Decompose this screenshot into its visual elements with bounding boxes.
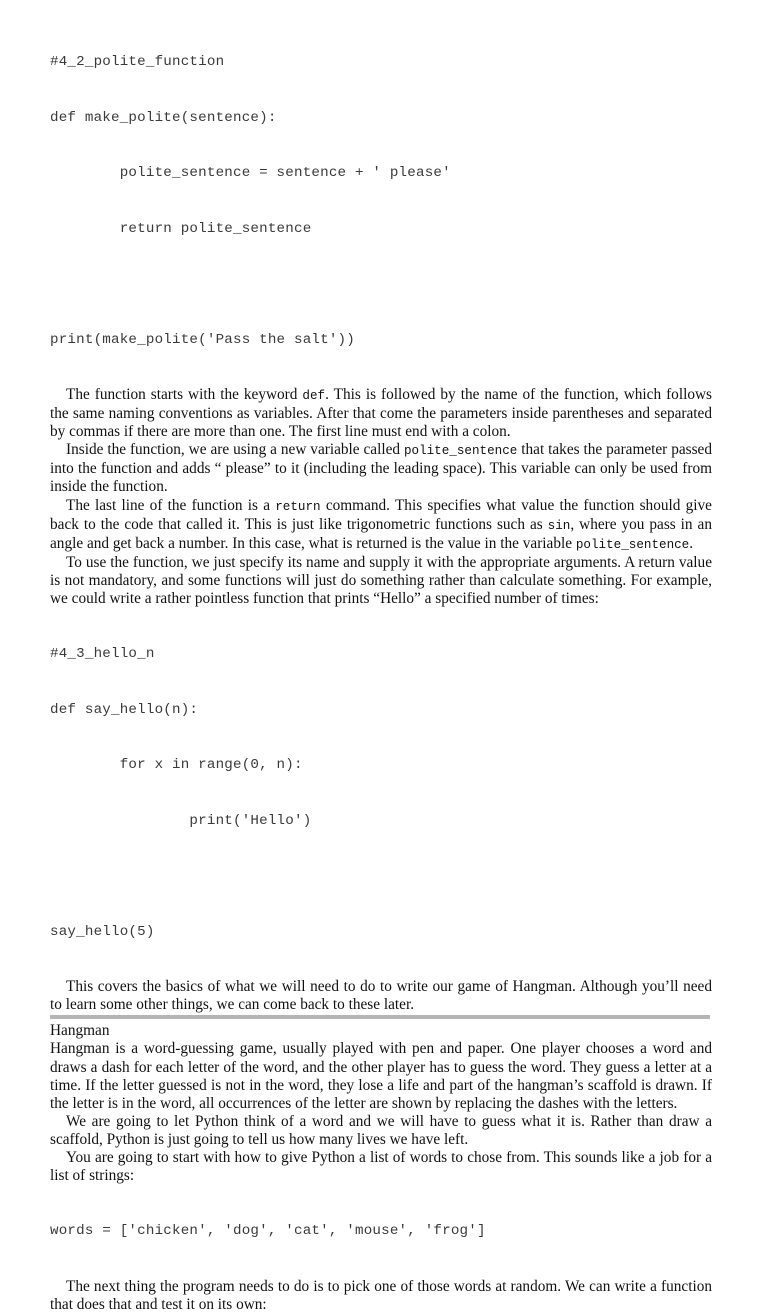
inline-code: sin bbox=[547, 518, 571, 533]
paragraph-random-pick: The next thing the program needs to do is to pick one of those words at random. We can write a function that does that and test it on its own: bbox=[50, 1277, 712, 1313]
code-line: words = ['chicken', 'dog', 'cat', 'mouse', 'frog'] bbox=[50, 1223, 486, 1240]
paragraph-python-word: We are going to let Python think of a word and we will have to guess what it is. Rather than draw a scaffold, Python is just going to tell us how many lives we have left. bbox=[50, 1112, 712, 1148]
section-heading-hangman: Hangman bbox=[50, 1022, 110, 1040]
paragraph-def-keyword: The function starts with the keyword def. This is followed by the name of the function, which follows the same naming conventions as variables. After that come the parameters inside parentheses and separated by commas if there are more than one. The first line must end with a colon. bbox=[50, 386, 712, 441]
inline-code: return bbox=[275, 499, 321, 514]
paragraph-local-variable: Inside the function, we are using a new variable called polite_sentence that takes the parameter passed into the function and adds “ please” to it (including the leading space). This variable can only be used from inside the function. bbox=[50, 441, 712, 496]
paragraph-return: The last line of the function is a return command. This specifies what value the function should give back to the code that called it. This is just like trigonometric functions such as sin, where you pass in an angle and get back a number. In this case, what is returned is the value in the variable polite_sentence. bbox=[50, 496, 712, 552]
book-page bbox=[50, 16, 712, 1314]
code-block-words-list bbox=[50, 1185, 712, 1278]
paragraph-basics-summary: This covers the basics of what we will need to do to write our game of Hangman. Although you’ll need to learn some other things, we can come back to these later. bbox=[50, 978, 712, 1014]
section-divider bbox=[50, 1015, 710, 1019]
code-line: polite_sentence = sentence + ' please' bbox=[50, 165, 451, 181]
code-line: #4_3_hello_n bbox=[50, 646, 155, 663]
code-line: def make_polite(sentence): bbox=[50, 109, 277, 126]
inline-code: polite_sentence bbox=[403, 444, 518, 459]
inline-code: polite_sentence bbox=[575, 537, 690, 552]
inline-code: def bbox=[302, 389, 326, 403]
paragraph-hangman-rules: Hangman is a word-guessing game, usually played with pen and paper. One player chooses a word and draws a dash for each letter of the word, and the other player has to guess the word. They guess a letter at a time. If the letter guessed is not in the word, they lose a life and part of the hangman’s scaffold is drawn. If the letter is in the word, all occurrences of the letter are shown by replacing the dashes with the letters. bbox=[50, 1040, 712, 1112]
paragraph-use-function: To use the function, we just specify its name and supply it with the appropriate arguments. A return value is not mandatory, and some functions will just do something rather than calculate something. For example, we could write a rather pointless function that prints “Hello” a specified number of times: bbox=[50, 553, 712, 608]
paragraph-word-list: You are going to start with how to give Python a list of words to chose from. This sounds like a job for a list of strings: bbox=[50, 1148, 712, 1185]
code-line-call: print(make_polite('Pass the salt')) bbox=[50, 331, 355, 348]
code-block-polite-function bbox=[50, 16, 712, 386]
code-line: #4_2_polite_function bbox=[50, 54, 225, 70]
code-line: print('Hello') bbox=[50, 812, 312, 829]
code-line: def say_hello(n): bbox=[50, 701, 199, 718]
code-block-hello-function bbox=[50, 608, 712, 978]
code-line: for x in range(0, n): bbox=[50, 757, 303, 774]
code-line: return polite_sentence bbox=[50, 220, 312, 237]
code-line-call: say_hello(5) bbox=[50, 923, 155, 940]
